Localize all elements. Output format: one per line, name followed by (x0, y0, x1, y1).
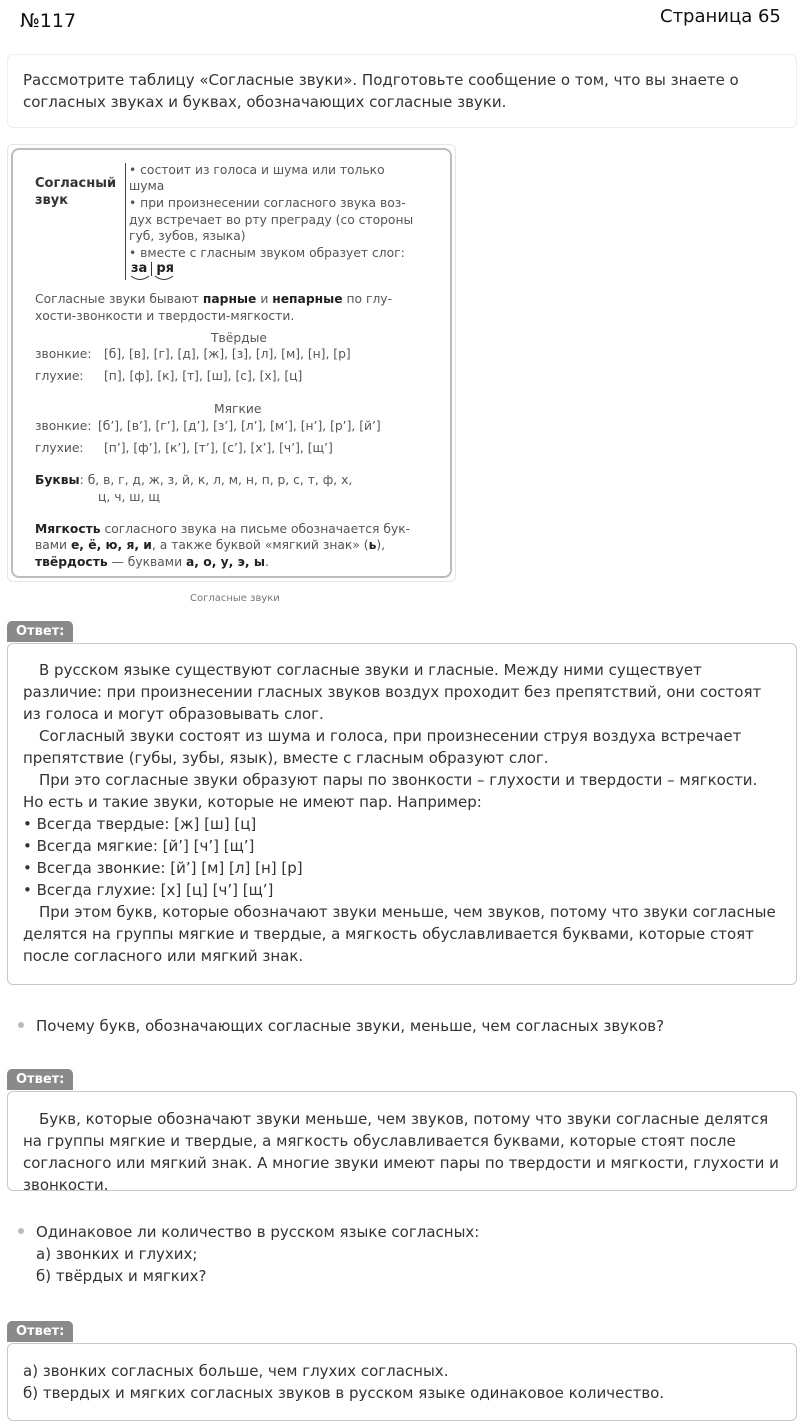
hard-voiceless-label: глухие: (35, 369, 84, 383)
answer-paragraph: В русском языке существуют согласные звуки и гласные. Между ними существует различие: при произнесении гласных звуков воздух проходит без препятствий, они состоят из голоса и могут образовывать слог. (23, 661, 762, 723)
letters-label: Буквы (35, 473, 80, 487)
text: , а также буквой «мягкий знак» ( (151, 538, 369, 552)
page-number: Страница 65 (660, 6, 781, 27)
pairs-line: хости-звонкости и твердости-мягкости. (35, 309, 295, 323)
answer-bullet: • Всегда звонкие: [й’] [м] [л] [н] [р] (23, 859, 303, 877)
text: по глу- (342, 292, 393, 306)
text: — буквами (107, 555, 186, 569)
answer-bullet: • Всегда глухие: [х] [ц] [ч’] [щ’] (23, 881, 274, 899)
text: согласного звука на письме обозначается бук- (100, 522, 411, 536)
term-line-1: Согласный (35, 176, 117, 191)
text-bold: твёрдость (35, 555, 108, 569)
answer-bullet: • Всегда мягкие: [й’] [ч’] [щ’] (23, 837, 255, 855)
task-text: Рассмотрите таблицу «Согласные звуки». Подготовьте сообщение о том, что вы знаете о согласных звуках и буквах, обозначающих согласные звуки. (7, 54, 797, 128)
hard-voiced-label: звонкие: (35, 347, 92, 361)
answer-paragraph: Согласный звуки состоят из шума и голоса, при произнесении струя воздуха встречает препятствие (губы, зубы, язык), вместе с гласным образуют слог. (23, 727, 742, 767)
softness-line (35, 537, 385, 553)
soft-voiceless-label: глухие: (35, 441, 84, 455)
answer-box (7, 1091, 797, 1194)
question (18, 1221, 479, 1287)
text: и (256, 292, 273, 306)
answer-paragraph: При этом букв, которые обозначают звуки меньше, чем звуков, потому что звуки согласные делятся на группы мягкие и твердые, а мягкость обуславливается буквами, которые стоят после согласного или мягкий знак. (23, 903, 776, 965)
text: . (264, 555, 269, 569)
text-bold: а, о, у, э, ы (186, 555, 265, 569)
term-line-2: звук (35, 193, 69, 208)
text-bold: непарные (272, 292, 343, 306)
softness-line (35, 521, 410, 537)
answer-line: б) твердых и мягких согласных звуков в русском языке одинаковое количество. (23, 1384, 665, 1402)
definition-line: дух встречает во рту преграду (со стороны (129, 213, 414, 227)
text-bold: парные (202, 292, 257, 306)
question-option: б) твёрдых и мягких? (36, 1267, 207, 1285)
answer-bullet: • Всегда твердые: [ж] [ш] [ц] (23, 815, 257, 833)
definition-line: • при произнесении согласного звука воз- (129, 196, 406, 210)
definition-line: шума (129, 179, 165, 193)
soft-title: Мягкие (214, 402, 262, 416)
definition-line: • вместе с гласным звуком образует слог: (129, 246, 405, 260)
text: ), (376, 538, 386, 552)
answer-paragraph: При это согласные звуки образуют пары по звонкости – глухости и твердости – мягкости. Но есть и такие звуки, которые не имеют пар. Например: (23, 771, 758, 811)
hard-title: Твёрдые (211, 331, 267, 345)
hardness-line (35, 554, 269, 570)
definition-bracket (125, 163, 126, 280)
soft-voiced-label: звонкие: (35, 419, 92, 433)
answer-paragraph: Букв, которые обозначают звуки меньше, чем звуков, потому что звуки согласные делятся на группы мягкие и твердые, а мягкость обуславливается буквами, которые стоят после согласного или мягкий знак. А многие звуки имеют пары по твердости и мягкости, глухости и звонкости. (23, 1110, 779, 1194)
letters-line: ц, ч, ш, щ (98, 490, 160, 504)
hard-voiced-sounds: [б], [в], [г], [д], [ж], [з], [л], [м], [н], [р] (104, 347, 351, 361)
answer-label: Ответ: (7, 1321, 73, 1342)
text: Согласные звуки бывают (35, 292, 203, 306)
hard-voiceless-sounds: [п], [ф], [к], [т], [ш], [с], [х], [ц] (104, 369, 303, 383)
definition-line: губ, зубов, языка) (129, 229, 246, 243)
answer-box (7, 643, 797, 985)
text: : б, в, г, д, ж, з, й, к, л, м, н, п, р, с, т, ф, х, (79, 473, 353, 487)
consonants-table-image (7, 144, 456, 582)
syllable: ря (156, 261, 174, 276)
table-caption: Согласные звуки (190, 593, 280, 604)
answer-label: Ответ: (7, 1069, 73, 1090)
bullet-icon (18, 1228, 24, 1234)
text: вами (35, 538, 71, 552)
syllable: за (131, 261, 148, 276)
answer-box (7, 1343, 797, 1421)
text-bold: е, ё, ю, я, и (70, 538, 152, 552)
pairs-line (35, 291, 392, 307)
question-option: а) звонких и глухих; (36, 1245, 198, 1263)
question-text: Почему букв, обозначающих согласные звуки, меньше, чем согласных звуков? (36, 1017, 665, 1035)
letters-line (35, 472, 352, 488)
question (18, 1015, 664, 1037)
syllable-arcs (129, 274, 179, 284)
answer-line: а) звонких согласных больше, чем глухих согласных. (23, 1362, 449, 1380)
task-number: №117 (20, 10, 77, 32)
soft-voiced-sounds: [б’], [в’], [г’], [д’], [з’], [л’], [м’], [н’], [р’], [й’] (98, 419, 381, 433)
soft-voiceless-sounds: [п’], [ф’], [к’], [т’], [с’], [х’], [ч’], [щ’] (104, 441, 333, 455)
definition-line: • состоит из голоса и шума или только (129, 163, 385, 177)
answer-label: Ответ: (7, 621, 73, 642)
question-text: Одинаковое ли количество в русском языке согласных: (36, 1223, 480, 1241)
text-bold: ь (368, 538, 377, 552)
bullet-icon (18, 1022, 24, 1028)
text-bold: Мягкость (35, 522, 101, 536)
